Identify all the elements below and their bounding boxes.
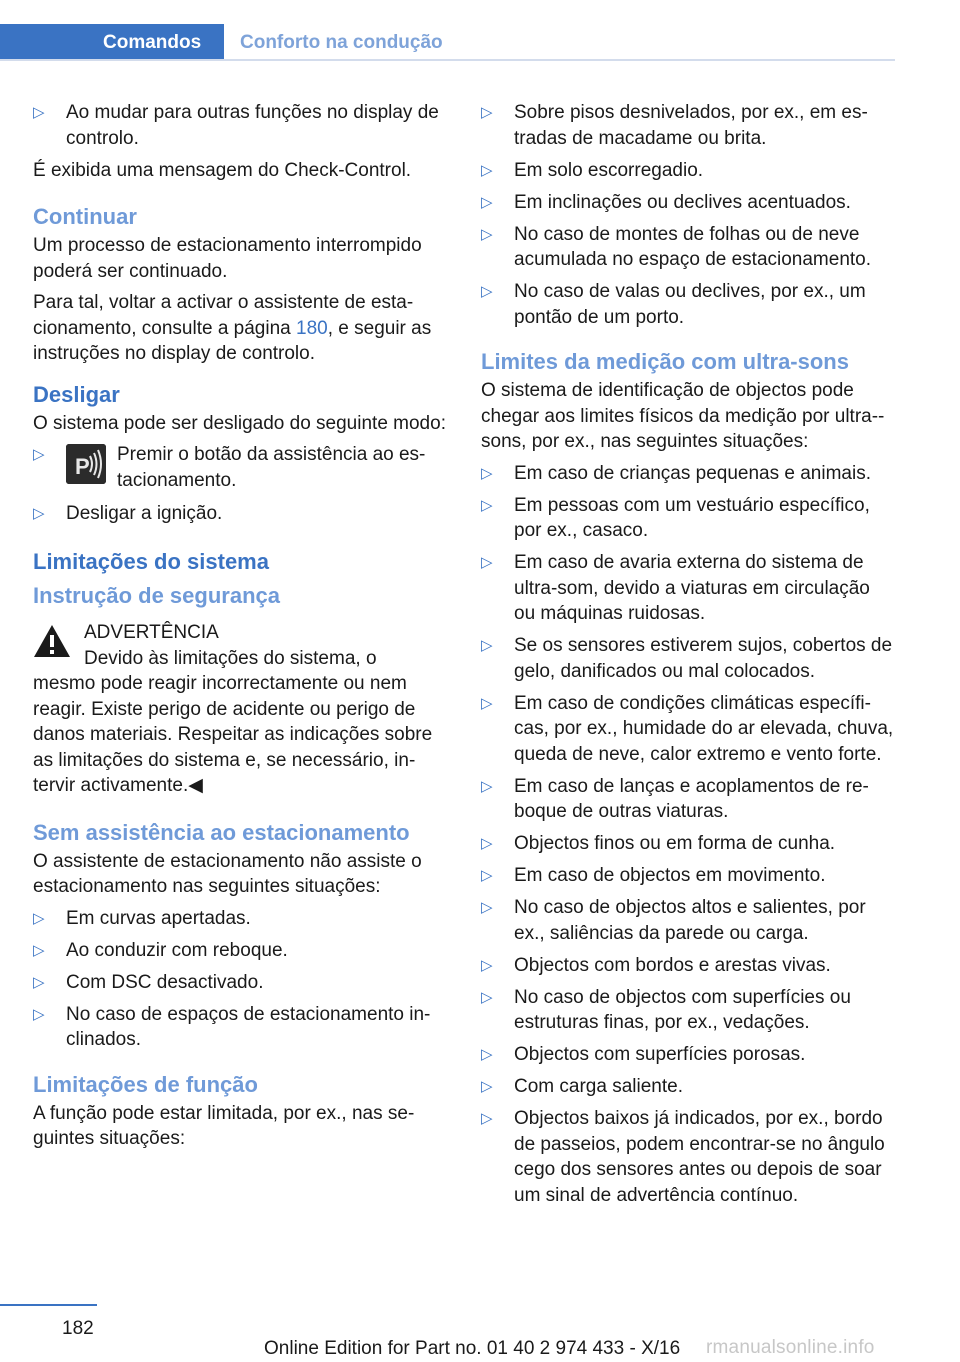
triangle-right-icon: ▷: [481, 637, 493, 654]
list-item: ▷ Ao mudar para outras funções no display de controlo.: [33, 102, 439, 149]
bullet-list: [481, 100, 896, 330]
triangle-right-icon: ▷: [33, 104, 45, 121]
list-item: ▷ Em caso de lanças e acoplamentos de re-boque de outras viaturas.: [481, 775, 869, 822]
triangle-right-icon: ▷: [481, 193, 493, 211]
list-item: ▷ No caso de espaços de estacionamento in-clinados.: [33, 1003, 431, 1050]
heading-continuar: Continuar: [33, 204, 137, 229]
triangle-right-icon: ▷: [481, 867, 493, 884]
footer-divider: [0, 1304, 97, 1306]
triangle-right-icon: ▷: [481, 464, 493, 482]
header-divider: [0, 59, 895, 61]
list-item: ▷ Objectos com bordos e arestas vivas.: [481, 954, 831, 976]
list-item: ▷ Objectos finos ou em forma de cunha.: [481, 833, 836, 854]
triangle-right-icon: ▷: [481, 835, 493, 852]
paragraph: O assistente de estacionamento não assiste o estacionamento nas seguintes situações:: [33, 850, 422, 897]
page-header: [0, 24, 895, 62]
triangle-right-icon: ▷: [481, 956, 493, 974]
heading-sem-assistencia: Sem assistência ao estacionamento: [33, 819, 410, 845]
warning-triangle-icon: [33, 624, 71, 658]
bullet-list: [33, 906, 448, 1053]
triangle-right-icon: ▷: [481, 496, 493, 514]
bullet-list: [33, 100, 448, 151]
list-item: ▷ No caso de montes de folhas ou de neve acumulada no espaço de estacionamento.: [481, 223, 872, 270]
list-item: ▷ Em caso de condições climáticas específi-cas, por ex., humidade do ar elevada, chuva, queda de neve, calor extremo e vento forte.: [481, 692, 894, 765]
heading-limitacoes-do-sistema: Limitações do sistema: [33, 549, 269, 574]
page-link[interactable]: 180: [296, 317, 328, 339]
paragraph: O sistema pode ser desligado do seguinte modo:: [33, 412, 446, 434]
triangle-right-icon: ▷: [33, 504, 45, 522]
triangle-right-icon: ▷: [481, 777, 493, 795]
triangle-right-icon: ▷: [481, 225, 493, 243]
warning-heading: ADVERTÊNCIA: [84, 622, 219, 643]
triangle-right-icon: ▷: [481, 283, 493, 300]
warning-text-first-line: Devido às limitações do sistema, o: [84, 647, 377, 669]
list-item: ▷ Ao conduzir com reboque.: [33, 939, 288, 961]
bullet-list: [33, 442, 448, 526]
list-item: ▷ Em pessoas com um vestuário específico, por ex., casaco.: [481, 494, 870, 541]
heading-limitacoes-de-funcao: Limitações de função: [33, 1071, 258, 1097]
paragraph: O sistema de identificação de objectos pode chegar aos limites físicos da medição por ultra--sons, por ex., nas seguintes situações:: [481, 380, 885, 452]
triangle-right-icon: ▷: [33, 941, 45, 959]
triangle-right-icon: ▷: [481, 104, 493, 121]
list-item: ▷ Se os sensores estiverem sujos, cobertos de gelo, danificados ou mal colocados.: [481, 635, 893, 682]
triangle-right-icon: ▷: [481, 899, 493, 916]
list-item: ▷ Objectos baixos já indicados, por ex., bordo de passeios, podem encontrar-se no ângulo cego dos sensores antes ou depois de soar um sinal de advertência contínuo.: [481, 1108, 885, 1206]
list-item: ▷ Em caso de avaria externa do sistema de ultra-som, devido a viaturas em circulação ou máquinas ruidosas.: [481, 552, 870, 624]
triangle-right-icon: ▷: [33, 909, 45, 927]
list-item: ▷ Sobre pisos desnivelados, por ex., em es-tradas de macadame ou brita.: [481, 102, 868, 149]
list-item: ▷ Com DSC desactivado.: [33, 971, 264, 993]
triangle-right-icon: ▷: [33, 1005, 45, 1023]
edition-text: Online Edition for Part no. 01 40 2 974 433 - X/16: [264, 1338, 681, 1359]
page-number: 182: [62, 1318, 94, 1339]
triangle-right-icon: ▷: [481, 988, 493, 1006]
triangle-right-icon: ▷: [481, 1078, 493, 1095]
triangle-right-icon: ▷: [33, 446, 45, 463]
svg-text:P: P: [75, 454, 90, 479]
list-item: ▷ Objectos com superfícies porosas.: [481, 1044, 806, 1065]
paragraph: Um processo de estacionamento interrompido poderá ser continuado.: [33, 235, 422, 282]
tab-conforto-na-conducao[interactable]: Conforto na condução: [240, 32, 443, 53]
paragraph: É exibida uma mensagem do Check-Control.: [33, 159, 412, 181]
heading-desligar: Desligar: [33, 381, 120, 407]
list-item: ▷ Desligar a ignição.: [33, 502, 223, 524]
warning-text: mesmo pode reagir incorrectamente ou nem reagir. Existe perigo de acidente ou perigo de danos materiais. Respeitar as indicações sobre as limitações do sistema e, se necessário, in-tervir activamente.◀: [33, 673, 433, 796]
list-item: ▷ Em caso de crianças pequenas e animais.: [481, 462, 871, 484]
triangle-right-icon: ▷: [481, 694, 493, 712]
triangle-right-icon: ▷: [481, 554, 493, 571]
list-item: ▷ No caso de objectos com superfícies ou estruturas finas, por ex., vedações.: [481, 986, 851, 1033]
tab-comandos[interactable]: Comandos: [0, 24, 224, 61]
heading-instrucao-de-seguranca: Instrução de segurança: [33, 583, 280, 608]
list-item: ▷ No caso de valas ou declives, por ex., um pontão de um porto.: [481, 281, 866, 328]
list-item: ▷ Em inclinações ou declives acentuados.: [481, 191, 851, 213]
heading-limites-ultra-sons: Limites da medição com ultra-sons: [481, 349, 849, 374]
list-item: ▷ P Premir o botão da assistência ao es-tacionamento.: [33, 444, 426, 491]
triangle-right-icon: ▷: [481, 1110, 493, 1127]
list-item: ▷ Em caso de objectos em movimento.: [481, 865, 826, 886]
triangle-right-icon: ▷: [481, 1046, 493, 1063]
paragraph: Para tal, voltar a activar o assistente de esta-cionamento, consulte a página 180, e seguir as instruções no display de controlo.: [33, 292, 432, 364]
warning-block: [33, 620, 448, 799]
triangle-right-icon: ▷: [481, 161, 493, 179]
left-column: [33, 100, 448, 1158]
list-item: ▷ Em curvas apertadas.: [33, 907, 251, 929]
paragraph: A função pode estar limitada, por ex., nas se-guintes situações:: [33, 1102, 415, 1149]
right-column: [481, 100, 896, 1215]
list-item: ▷ No caso de objectos altos e salientes, por ex., saliências da parede ou carga.: [481, 897, 866, 944]
list-item: ▷ Em solo escorregadio.: [481, 159, 704, 181]
park-assist-button-icon: [66, 444, 106, 484]
list-item: ▷ Com carga saliente.: [481, 1076, 683, 1097]
triangle-right-icon: ▷: [33, 973, 45, 991]
watermark: rmanualsonline.info: [706, 1337, 875, 1358]
bullet-list: [481, 461, 896, 1209]
